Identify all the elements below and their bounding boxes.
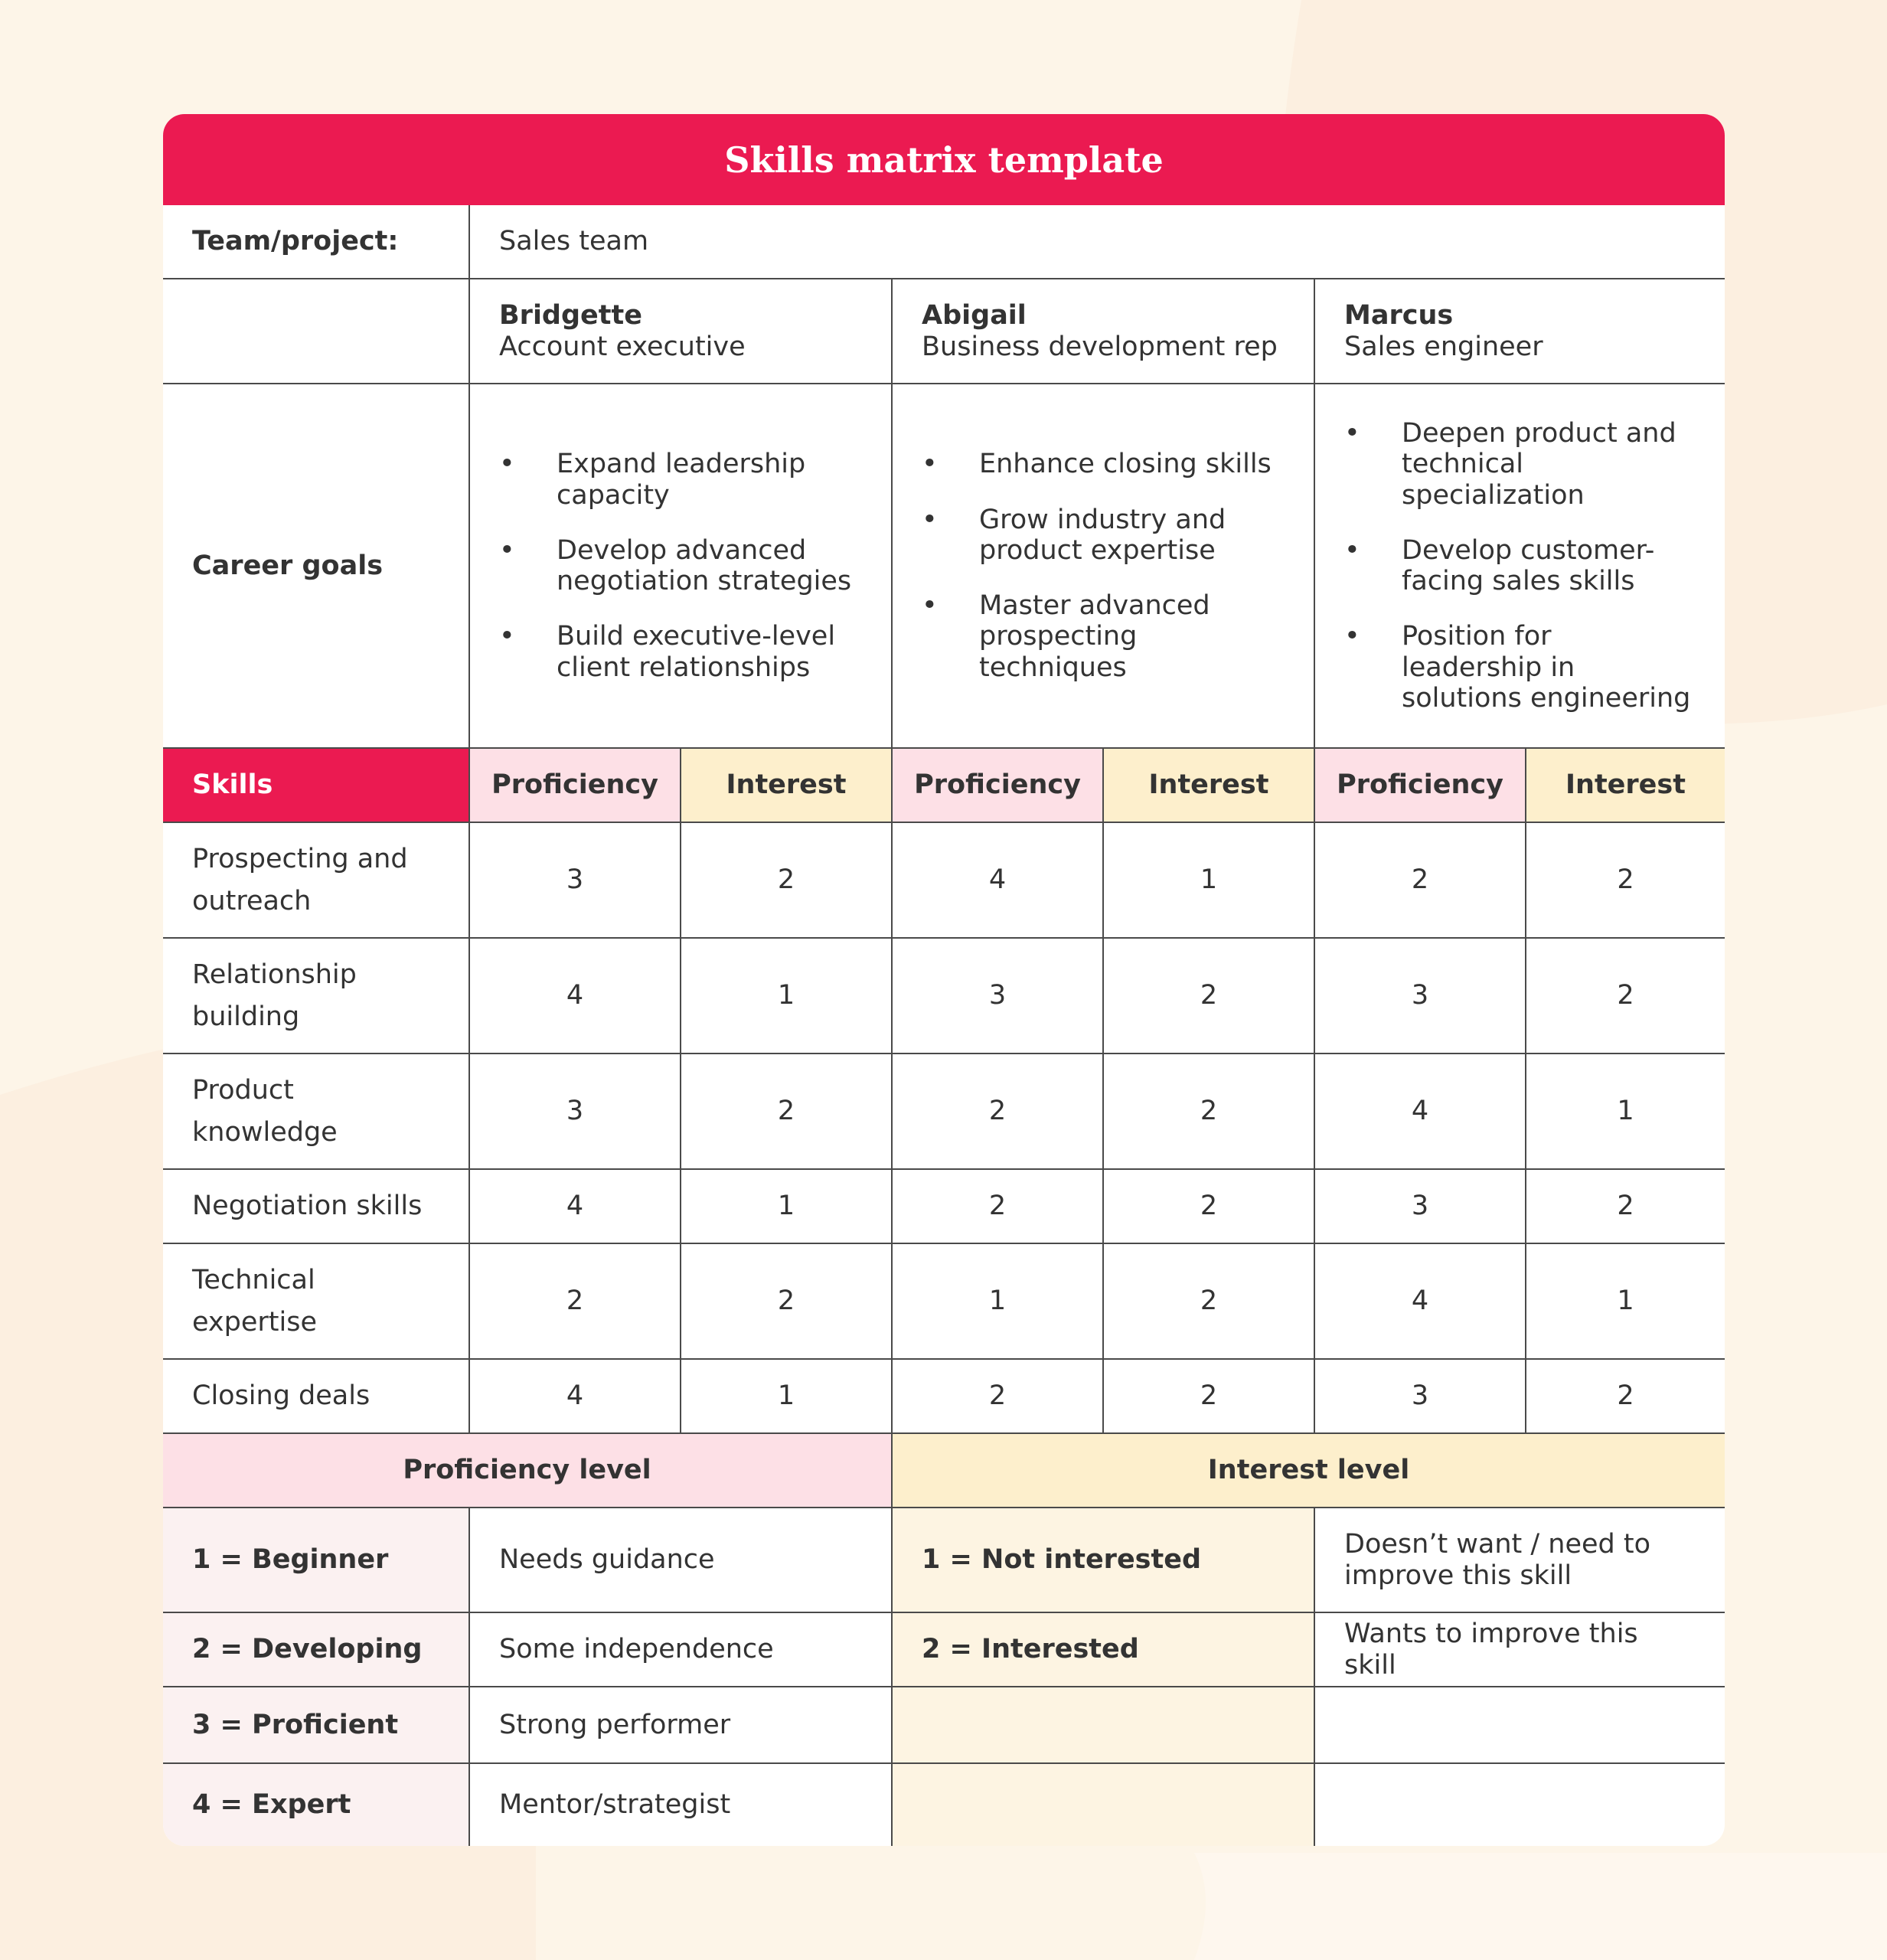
proficiency-header: Proficiency bbox=[469, 748, 681, 822]
skills-matrix-table bbox=[163, 205, 1725, 1846]
score-cell: 2 bbox=[1526, 1359, 1725, 1433]
skill-row bbox=[163, 1169, 1725, 1243]
skills-header-row bbox=[163, 748, 1725, 822]
score-cell: 2 bbox=[469, 1243, 681, 1359]
person-role: Business development rep bbox=[922, 331, 1278, 362]
skill-name: Negotiation skills bbox=[163, 1169, 469, 1243]
team-row bbox=[163, 205, 1725, 279]
skill-row bbox=[163, 822, 1725, 938]
score-cell: 2 bbox=[681, 822, 892, 938]
score-cell: 3 bbox=[469, 822, 681, 938]
person-header bbox=[469, 279, 892, 384]
goal-item: • Grow industry and product expertise bbox=[922, 504, 1226, 566]
score-cell: 2 bbox=[892, 1169, 1103, 1243]
score-cell: 3 bbox=[1314, 938, 1526, 1054]
interest-level-title: Interest level bbox=[892, 1433, 1725, 1508]
score-cell: 2 bbox=[681, 1054, 892, 1169]
skills-matrix-card bbox=[163, 114, 1725, 1846]
score-cell: 1 bbox=[1526, 1243, 1725, 1359]
legend-row bbox=[163, 1612, 1725, 1687]
goals-cell bbox=[892, 384, 1314, 748]
bullet-icon: • bbox=[922, 504, 938, 535]
team-value: Sales team bbox=[469, 205, 1725, 279]
team-label: Team/project: bbox=[163, 205, 469, 279]
score-cell: 3 bbox=[892, 938, 1103, 1054]
goal-item: • Develop advanced negotiation strategies bbox=[499, 534, 852, 596]
person-name: Abigail bbox=[922, 300, 1027, 332]
bullet-icon: • bbox=[922, 590, 938, 621]
interest-header: Interest bbox=[1103, 748, 1314, 822]
proficiency-level-desc: Some independence bbox=[469, 1612, 892, 1687]
person-role: Sales engineer bbox=[1344, 331, 1543, 362]
skill-name: Relationship building bbox=[163, 938, 469, 1054]
score-cell: 3 bbox=[469, 1054, 681, 1169]
skill-name: Prospecting and outreach bbox=[163, 822, 469, 938]
score-cell: 2 bbox=[681, 1243, 892, 1359]
proficiency-level-label: 2 = Developing bbox=[163, 1612, 469, 1687]
legend-row bbox=[163, 1687, 1725, 1763]
score-cell: 2 bbox=[1103, 1243, 1314, 1359]
interest-header: Interest bbox=[681, 748, 892, 822]
interest-desc-empty bbox=[1314, 1687, 1725, 1763]
proficiency-level-desc: Needs guidance bbox=[469, 1508, 892, 1612]
goals-list bbox=[499, 449, 862, 683]
proficiency-level-desc: Strong performer bbox=[469, 1687, 892, 1763]
goals-cell bbox=[469, 384, 892, 748]
score-cell: 2 bbox=[892, 1359, 1103, 1433]
bullet-icon: • bbox=[1344, 418, 1360, 449]
bullet-icon: • bbox=[499, 534, 515, 566]
skill-name: Closing deals bbox=[163, 1359, 469, 1433]
score-cell: 4 bbox=[469, 938, 681, 1054]
score-cell: 2 bbox=[1103, 1054, 1314, 1169]
score-cell: 2 bbox=[1526, 822, 1725, 938]
score-cell: 4 bbox=[469, 1169, 681, 1243]
goal-item: • Expand leadership capacity bbox=[499, 449, 806, 511]
score-cell: 2 bbox=[1103, 1169, 1314, 1243]
score-cell: 1 bbox=[1526, 1054, 1725, 1169]
interest-header: Interest bbox=[1526, 748, 1725, 822]
skill-name: Technical expertise bbox=[163, 1243, 469, 1359]
person-name: Bridgette bbox=[499, 300, 642, 332]
interest-level-desc: Doesn’t want / need to improve this skill bbox=[1314, 1508, 1725, 1612]
score-cell: 2 bbox=[1526, 938, 1725, 1054]
bullet-icon: • bbox=[1344, 534, 1360, 566]
page-title: Skills matrix template bbox=[163, 114, 1725, 205]
goal-item: • Develop customer-facing sales skills bbox=[1344, 534, 1655, 596]
score-cell: 4 bbox=[892, 822, 1103, 938]
legend-header-row bbox=[163, 1433, 1725, 1508]
proficiency-level-label: 3 = Proficient bbox=[163, 1687, 469, 1763]
career-goals-row bbox=[163, 384, 1725, 748]
empty-cell bbox=[163, 279, 469, 384]
score-cell: 1 bbox=[681, 1169, 892, 1243]
skill-row bbox=[163, 1359, 1725, 1433]
goal-item: • Deepen product and technical specialization bbox=[1344, 418, 1676, 511]
person-header bbox=[892, 279, 1314, 384]
person-header bbox=[1314, 279, 1725, 384]
career-goals-label: Career goals bbox=[163, 384, 469, 748]
score-cell: 2 bbox=[1103, 938, 1314, 1054]
bullet-icon: • bbox=[499, 449, 515, 480]
goal-item: • Position for leadership in solutions engineering bbox=[1344, 621, 1691, 714]
proficiency-level-title: Proficiency level bbox=[163, 1433, 892, 1508]
skill-name: Product knowledge bbox=[163, 1054, 469, 1169]
proficiency-header: Proficiency bbox=[892, 748, 1103, 822]
person-name: Marcus bbox=[1344, 300, 1454, 332]
skill-row bbox=[163, 938, 1725, 1054]
score-cell: 4 bbox=[1314, 1243, 1526, 1359]
legend-row bbox=[163, 1508, 1725, 1612]
proficiency-level-desc: Mentor/strategist bbox=[469, 1763, 892, 1846]
interest-level-empty bbox=[892, 1763, 1314, 1846]
goals-cell bbox=[1314, 384, 1725, 748]
goal-item: • Master advanced prospecting techniques bbox=[922, 590, 1210, 683]
score-cell: 2 bbox=[1526, 1169, 1725, 1243]
score-cell: 1 bbox=[1103, 822, 1314, 938]
score-cell: 2 bbox=[1314, 822, 1526, 938]
people-row bbox=[163, 279, 1725, 384]
goals-list bbox=[1344, 418, 1696, 714]
proficiency-level-label: 4 = Expert bbox=[163, 1763, 469, 1846]
skill-row bbox=[163, 1243, 1725, 1359]
person-role: Account executive bbox=[499, 331, 746, 362]
score-cell: 3 bbox=[1314, 1169, 1526, 1243]
interest-level-label: 1 = Not interested bbox=[892, 1508, 1314, 1612]
legend-row bbox=[163, 1763, 1725, 1846]
proficiency-header: Proficiency bbox=[1314, 748, 1526, 822]
score-cell: 2 bbox=[1103, 1359, 1314, 1433]
score-cell: 2 bbox=[892, 1054, 1103, 1169]
interest-desc-empty bbox=[1314, 1763, 1725, 1846]
bullet-icon: • bbox=[1344, 621, 1360, 652]
goals-list bbox=[922, 449, 1285, 683]
score-cell: 1 bbox=[892, 1243, 1103, 1359]
skills-header: Skills bbox=[163, 748, 469, 822]
interest-level-desc: Wants to improve this skill bbox=[1314, 1612, 1725, 1687]
skill-row bbox=[163, 1054, 1725, 1169]
bullet-icon: • bbox=[922, 449, 938, 480]
proficiency-level-label: 1 = Beginner bbox=[163, 1508, 469, 1612]
score-cell: 1 bbox=[681, 938, 892, 1054]
score-cell: 1 bbox=[681, 1359, 892, 1433]
goal-item: • Enhance closing skills bbox=[922, 449, 1272, 480]
interest-level-empty bbox=[892, 1687, 1314, 1763]
bullet-icon: • bbox=[499, 621, 515, 652]
score-cell: 4 bbox=[1314, 1054, 1526, 1169]
goal-item: • Build executive-level client relationships bbox=[499, 621, 836, 683]
interest-level-label: 2 = Interested bbox=[892, 1612, 1314, 1687]
score-cell: 4 bbox=[469, 1359, 681, 1433]
score-cell: 3 bbox=[1314, 1359, 1526, 1433]
